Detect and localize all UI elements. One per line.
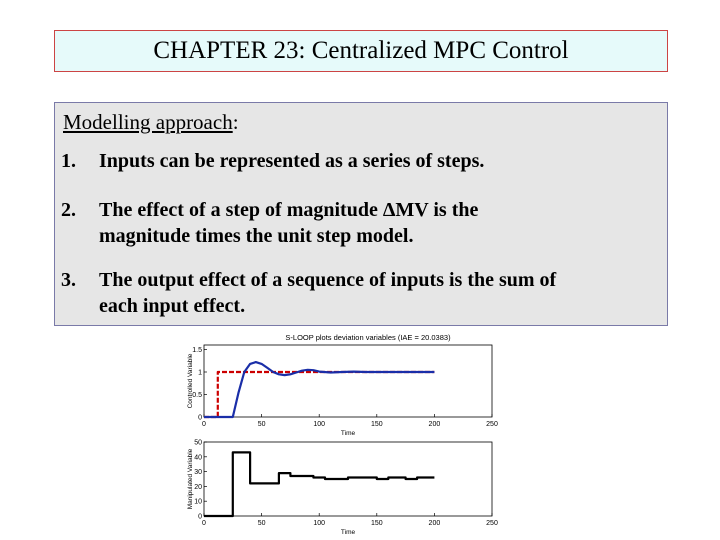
point-2	[61, 197, 478, 249]
y-tick-label: 50	[194, 439, 202, 447]
x-axis-label: Time	[340, 529, 356, 536]
y-tick-label: 0.5	[192, 392, 202, 399]
y-tick-label: 1.5	[192, 347, 202, 354]
y-tick-label: 40	[194, 454, 202, 462]
x-tick-label: 200	[428, 520, 441, 527]
y-tick-label: 10	[194, 498, 202, 506]
delta-symbol: Δ	[382, 199, 396, 221]
x-tick-label: 0	[202, 421, 206, 428]
point-1	[61, 148, 484, 174]
y-tick-label: 30	[194, 469, 202, 477]
x-tick-label: 100	[313, 421, 326, 428]
response-charts	[184, 330, 514, 536]
x-tick-label: 50	[257, 421, 266, 428]
x-tick-label: 0	[202, 520, 206, 527]
x-tick-label: 150	[370, 520, 383, 527]
point-text: The output effect of a sequence of inputs is the sum of	[99, 269, 557, 291]
point-text: MV is the	[395, 199, 479, 221]
x-tick-label: 50	[257, 520, 266, 527]
chart-title: S-LOOP plots deviation variables (IAE = 20.0383)	[285, 333, 451, 342]
point-number: 3.	[61, 269, 76, 291]
x-tick-label: 200	[428, 421, 441, 428]
point-text-continued: magnitude times the unit step model.	[99, 225, 414, 247]
section-heading-colon: :	[232, 110, 239, 134]
section-heading-text: Modelling approach	[63, 110, 233, 134]
point-text: The effect of a step of magnitude	[99, 199, 383, 221]
y-axis-label: Manipulated Variable	[187, 448, 194, 510]
section-heading	[63, 110, 239, 135]
y-axis-label: Controlled Variable	[187, 353, 194, 409]
x-tick-label: 250	[486, 421, 498, 428]
y-tick-label: 1	[198, 369, 202, 377]
point-text-continued: each input effect.	[99, 295, 246, 317]
plot-area	[204, 345, 492, 417]
point-3	[61, 267, 556, 319]
x-tick-label: 150	[370, 421, 383, 428]
slide-title-box	[54, 30, 668, 72]
slide-title: CHAPTER 23: Centralized MPC Control	[153, 37, 569, 64]
y-tick-label: 20	[194, 483, 202, 491]
x-tick-label: 250	[486, 520, 498, 527]
x-tick-label: 100	[313, 520, 326, 527]
point-number: 1.	[61, 150, 76, 172]
y-tick-label: 0	[198, 513, 202, 521]
content-box	[54, 102, 668, 326]
point-text: Inputs can be represented as a series of steps.	[99, 150, 485, 172]
y-tick-label: 0	[198, 414, 202, 422]
x-axis-label: Time	[340, 430, 356, 437]
point-number: 2.	[61, 199, 76, 221]
